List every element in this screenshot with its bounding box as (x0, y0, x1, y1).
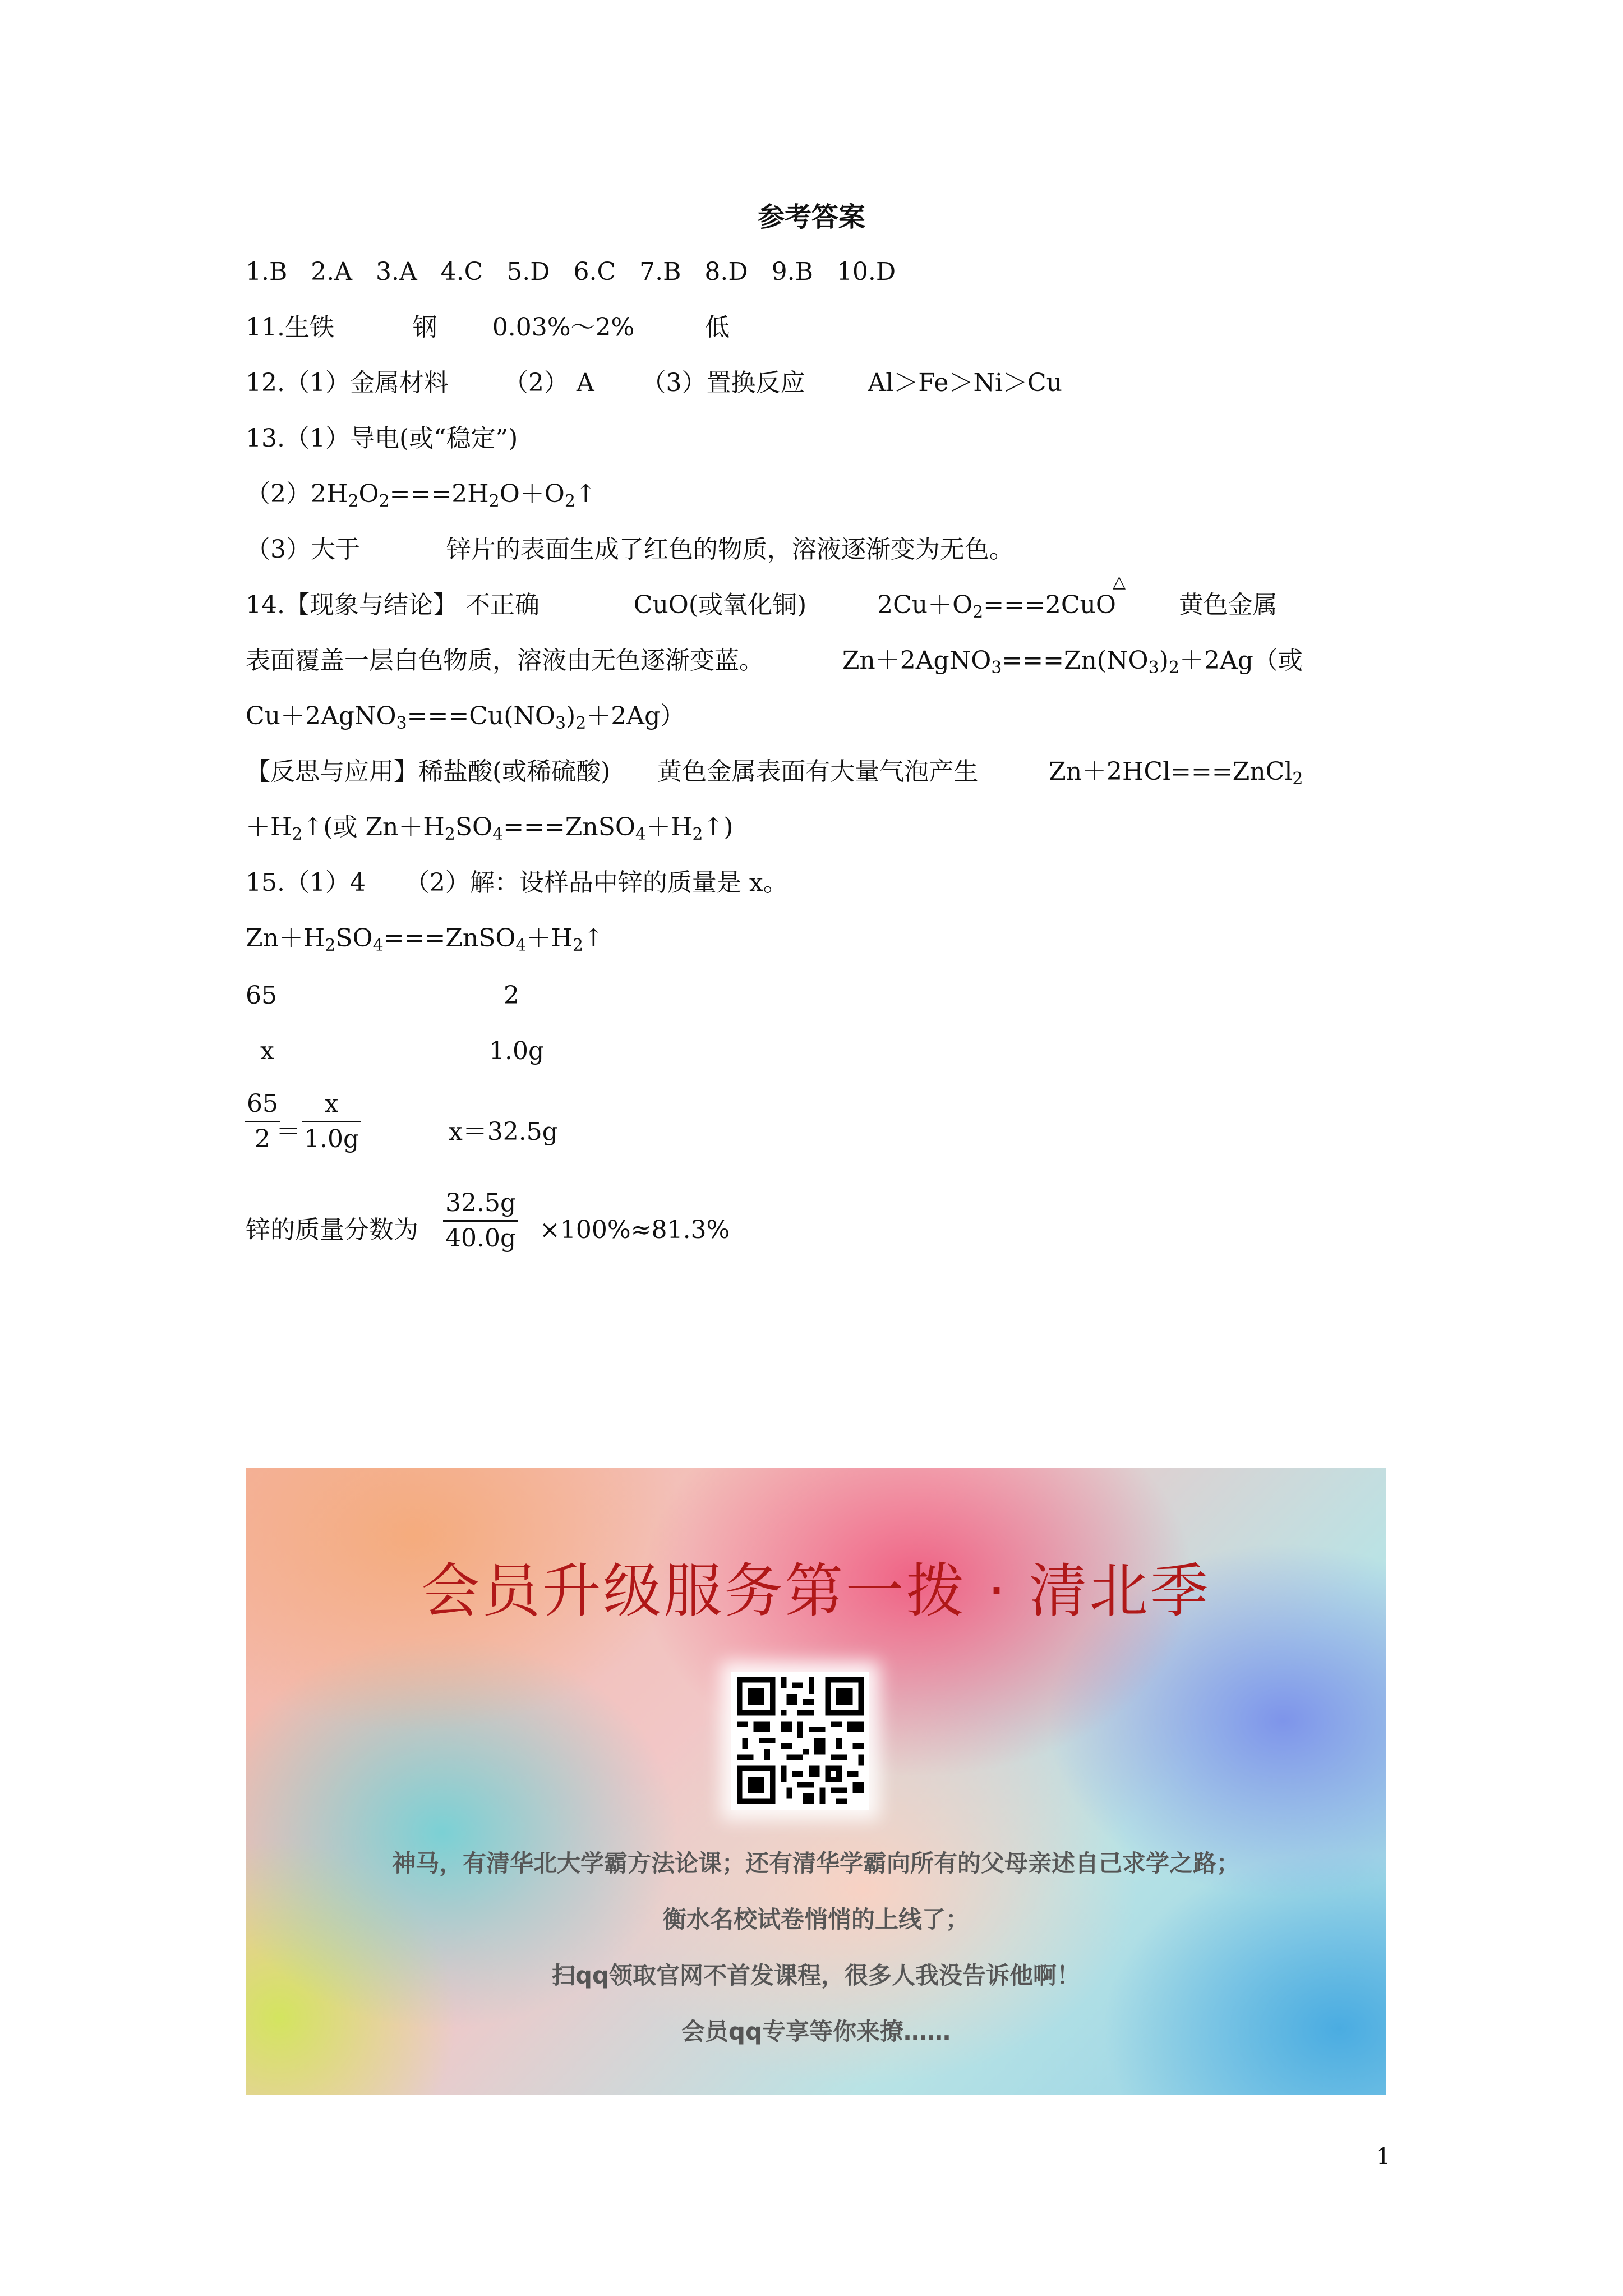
answer-14-line4: 【反思与应用】稀盐酸(或稀硫酸) 黄色金属表面有大量气泡产生 Zn＋2HCl===ZnCl$_2$ (246, 757, 1303, 789)
answer-14-line2: 表面覆盖一层白色物质，溶液由无色逐渐变蓝。 $Zn+2AgNO_3===Zn(NO_3)_2+2Ag$（或 (246, 646, 1303, 678)
answer-13-3: （3）大于 锌片的表面生成了红色的物质，溶液逐渐变为无色。 (246, 535, 1014, 564)
fraction-65-over-2: 65 2 (245, 1088, 280, 1155)
promo-banner[interactable] (246, 1468, 1386, 2095)
equals-sign: ＝ (276, 1117, 301, 1146)
answer-14-line3: $Cu+2AgNO_3===Cu(NO_3)_2+2Ag$） (246, 702, 685, 733)
banner-line-1: 神马，有清华北大学霸方法论课；还有清华学霸向所有的父母亲述自己求学之路； (391, 1849, 1240, 1877)
page-title: 参考答案 (757, 201, 865, 233)
answer-14-line5: $+H_2↑$(或 $Zn+H_2SO_4===ZnSO_4+H_2↑$) (246, 813, 734, 844)
answers-1-10: 1.B 2.A 3.A 4.C 5.D 6.C 7.B 8.D 9.B 10.D (246, 257, 896, 286)
fraction-x-over-1g: x 1.0g (302, 1088, 361, 1155)
fraction-mass: 32.5g 40.0g (443, 1188, 518, 1254)
answer-13-1: 13.（1）导电(或“稳定”) (246, 424, 518, 453)
answer-12: 12.（1）金属材料 （2） A （3）置换反应 Al＞Fe＞Ni＞Cu (246, 369, 1063, 397)
banner-line-3: 扫qq领取官网不首发课程，很多人我没告诉他啊！ (551, 1962, 1081, 1989)
answer-15-equation: $Zn+H_2SO_4===ZnSO_4+H_2↑$ (246, 924, 604, 955)
ratio-row2-right: 1.0g (489, 1037, 545, 1065)
answer-11: 11.生铁 钢 0.03%～2% 低 (246, 313, 730, 342)
banner-line-4: 会员qq专享等你来撩…… (681, 2018, 951, 2045)
mass-fraction-label: 锌的质量分数为 (246, 1216, 418, 1244)
ratio-row1-left: 65 (246, 981, 277, 1010)
page-number: 1 (1376, 2144, 1391, 2170)
mass-fraction-result: ×100%≈81.3% (540, 1216, 730, 1244)
answer-14-line1: 14.【现象与结论】 不正确 CuO(或氧化铜) $2Cu+O_2===2CuO$ 黄色金属 (246, 591, 1278, 622)
result-x: x＝32.5g (449, 1117, 558, 1146)
ratio-row1-right: 2 (504, 981, 519, 1010)
heat-symbol: △ (1113, 572, 1126, 592)
ratio-row2-left: x (260, 1037, 274, 1065)
qr-code[interactable] (731, 1672, 869, 1810)
answer-13-2: $(2)2H_2O_2===2H_2O+O_2↑$ (246, 480, 596, 511)
answer-15-1: 15.（1）4 （2）解：设样品中锌的质量是 x。 (246, 868, 788, 897)
banner-line-2: 衡水名校试卷悄悄的上线了； (662, 1906, 969, 1933)
banner-title: 会员升级服务第一拨 · 清北季 (421, 1557, 1211, 1625)
